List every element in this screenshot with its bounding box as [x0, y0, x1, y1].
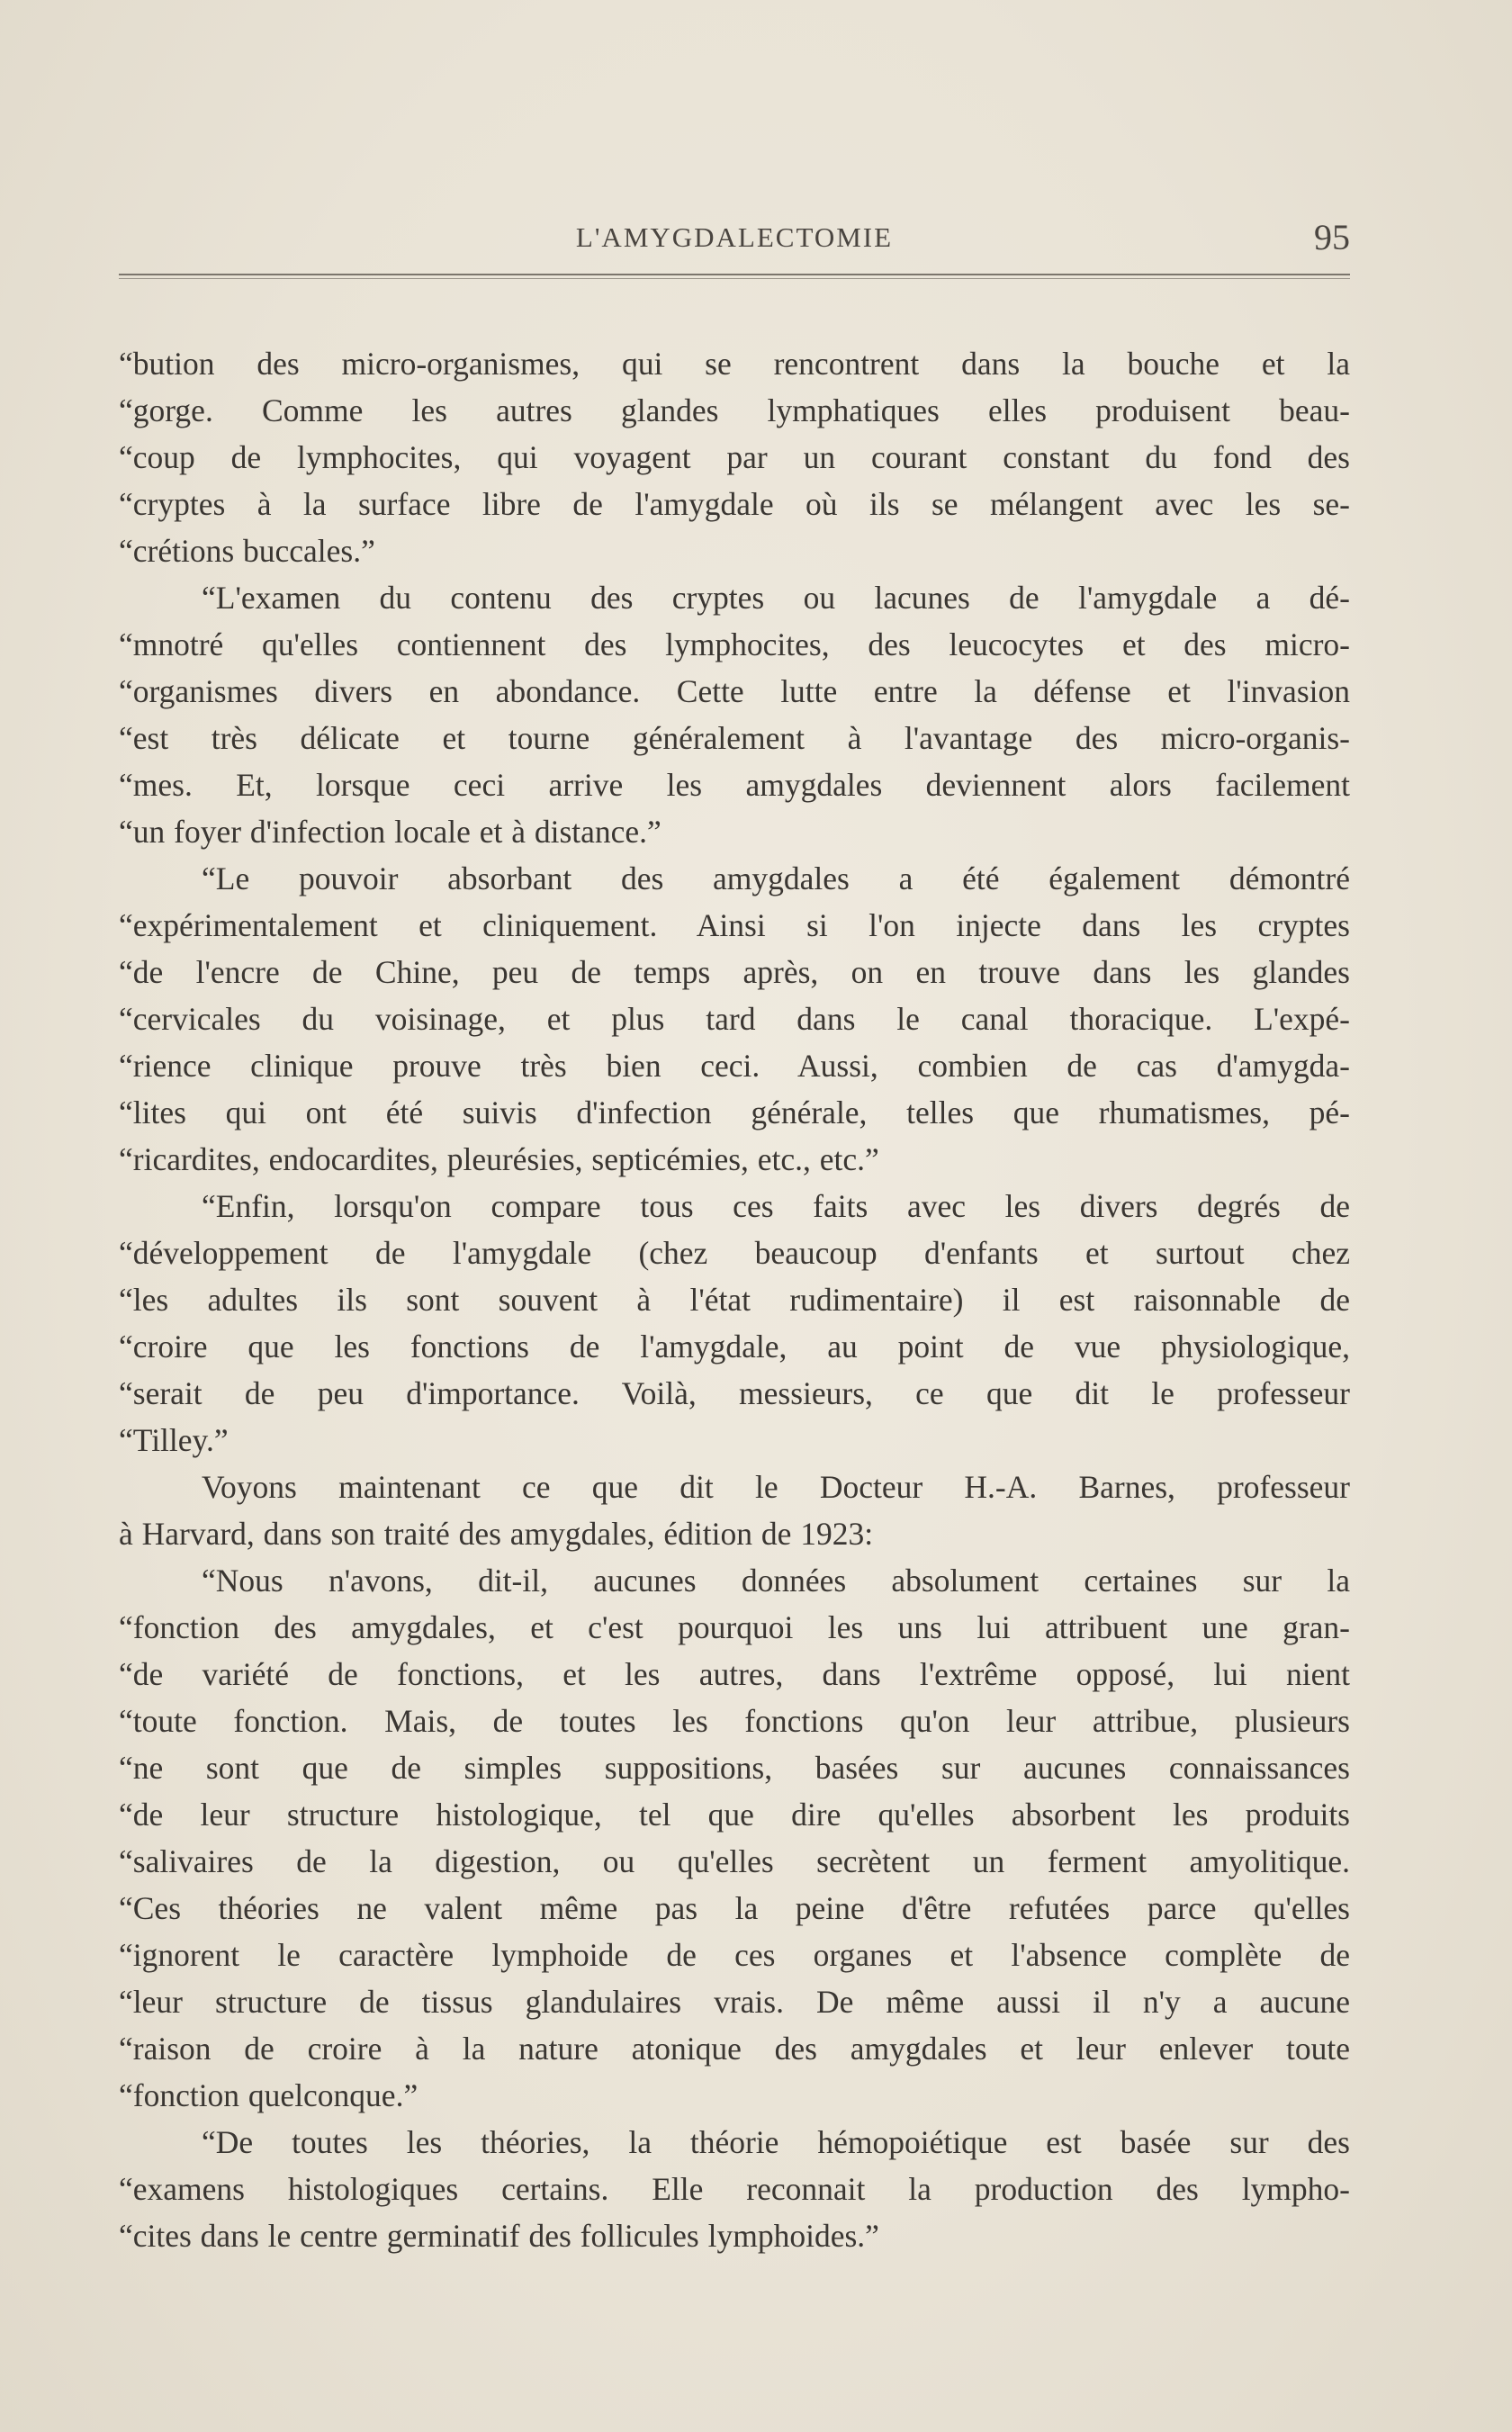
text-line: “Nous n'avons, dit-il, aucunes données absolument certaines sur la [202, 1563, 1350, 1599]
text-line: “organismes divers en abondance. Cette lutte entre la défense et l'invasion [119, 673, 1350, 709]
text-line: “est très délicate et tourne généralement à l'avantage des micro-organis- [119, 720, 1350, 756]
text-line: “cites dans le centre germinatif des follicules lymphoides.” [119, 2218, 879, 2254]
text-line: “ignorent le caractère lymphoide de ces organes et l'absence complète de [119, 1937, 1350, 1973]
text-line: “crétions buccales.” [119, 533, 375, 569]
text-line: “serait de peu d'importance. Voilà, messieurs, ce que dit le professeur [119, 1375, 1350, 1411]
text-line: “De toutes les théories, la théorie hémopoiétique est basée sur des [202, 2124, 1350, 2160]
text-line: “toute fonction. Mais, de toutes les fonctions qu'on leur attribue, plusieurs [119, 1703, 1350, 1739]
paragraph [119, 340, 1350, 574]
text-line: “rience clinique prouve très bien ceci. Aussi, combien de cas d'amygda- [119, 1048, 1350, 1084]
text-line: “ne sont que de simples suppositions, basées sur aucunes connaissances [119, 1750, 1350, 1786]
text-line: Voyons maintenant ce que dit le Docteur H.-A. Barnes, professeur [202, 1469, 1350, 1505]
paragraph [119, 1183, 1350, 1464]
text-line: “les adultes ils sont souvent à l'état rudimentaire) il est raisonnable de [119, 1282, 1350, 1318]
text-line: “croire que les fonctions de l'amygdale, au point de vue physiologique, [119, 1329, 1350, 1365]
text-line: “de l'encre de Chine, peu de temps après, on en trouve dans les glandes [119, 954, 1350, 990]
text-line: “mes. Et, lorsque ceci arrive les amygdales deviennent alors facilement [119, 767, 1350, 803]
text-line: “de variété de fonctions, et les autres, dans l'extrême opposé, lui nient [119, 1656, 1350, 1692]
page-header [119, 214, 1350, 268]
text-line: “gorge. Comme les autres glandes lymphatiques elles produisent beau- [119, 392, 1350, 428]
text-line: “coup de lymphocites, qui voyagent par un courant constant du fond des [119, 439, 1350, 475]
page-number: 95 [1314, 217, 1350, 257]
paragraph [119, 2119, 1350, 2259]
text-line: “mnotré qu'elles contiennent des lymphocites, des leucocytes et des micro- [119, 626, 1350, 662]
text-line: “raison de croire à la nature atonique des amygdales et leur enlever toute [119, 2031, 1350, 2067]
text-line: “cervicales du voisinage, et plus tard dans le canal thoracique. L'expé- [119, 1001, 1350, 1037]
text-line: “cryptes à la surface libre de l'amygdale où ils se mélangent avec les se- [119, 486, 1350, 522]
text-line: “Ces théories ne valent même pas la peine d'être refutées parce qu'elles [119, 1890, 1350, 1926]
text-line: “salivaires de la digestion, ou qu'elles secrètent un ferment amyolitique. [119, 1843, 1350, 1879]
text-line: à Harvard, dans son traité des amygdales, édition de 1923: [119, 1516, 874, 1552]
text-line: “expérimentalement et cliniquement. Ainsi si l'on injecte dans les cryptes [119, 907, 1350, 943]
text-line: “examens histologiques certains. Elle reconnait la production des lympho- [119, 2171, 1350, 2207]
text-line: “Tilley.” [119, 1422, 229, 1458]
text-line: “Enfin, lorsqu'on compare tous ces faits avec les divers degrés de [202, 1188, 1350, 1224]
paragraph [119, 574, 1350, 855]
paragraph [119, 1464, 1350, 1557]
running-title: L'AMYGDALECTOMIE [575, 221, 894, 253]
text-line: “leur structure de tissus glandulaires vrais. De même aussi il n'y a aucune [119, 1984, 1350, 2020]
header-rule [119, 274, 1350, 279]
text-line: “développement de l'amygdale (chez beaucoup d'enfants et surtout chez [119, 1235, 1350, 1271]
text-line: “fonction des amygdales, et c'est pourquoi les uns lui attribuent une gran- [119, 1609, 1350, 1645]
paragraph [119, 855, 1350, 1183]
text-line: “de leur structure histologique, tel que dire qu'elles absorbent les produits [119, 1797, 1350, 1833]
text-line: “fonction quelconque.” [119, 2077, 418, 2113]
text-line: “lites qui ont été suivis d'infection générale, telles que rhumatismes, pé- [119, 1094, 1350, 1130]
text-line: “ricardites, endocardites, pleurésies, septicémies, etc., etc.” [119, 1141, 879, 1177]
paragraph [119, 1557, 1350, 2119]
text-line: “bution des micro-organismes, qui se rencontrent dans la bouche et la [119, 346, 1350, 382]
text-line: “un foyer d'infection locale et à distance.” [119, 814, 662, 850]
body-text [119, 340, 1350, 2259]
text-line: “L'examen du contenu des cryptes ou lacunes de l'amygdale a dé- [202, 580, 1350, 616]
text-line: “Le pouvoir absorbant des amygdales a été également démontré [202, 860, 1350, 896]
